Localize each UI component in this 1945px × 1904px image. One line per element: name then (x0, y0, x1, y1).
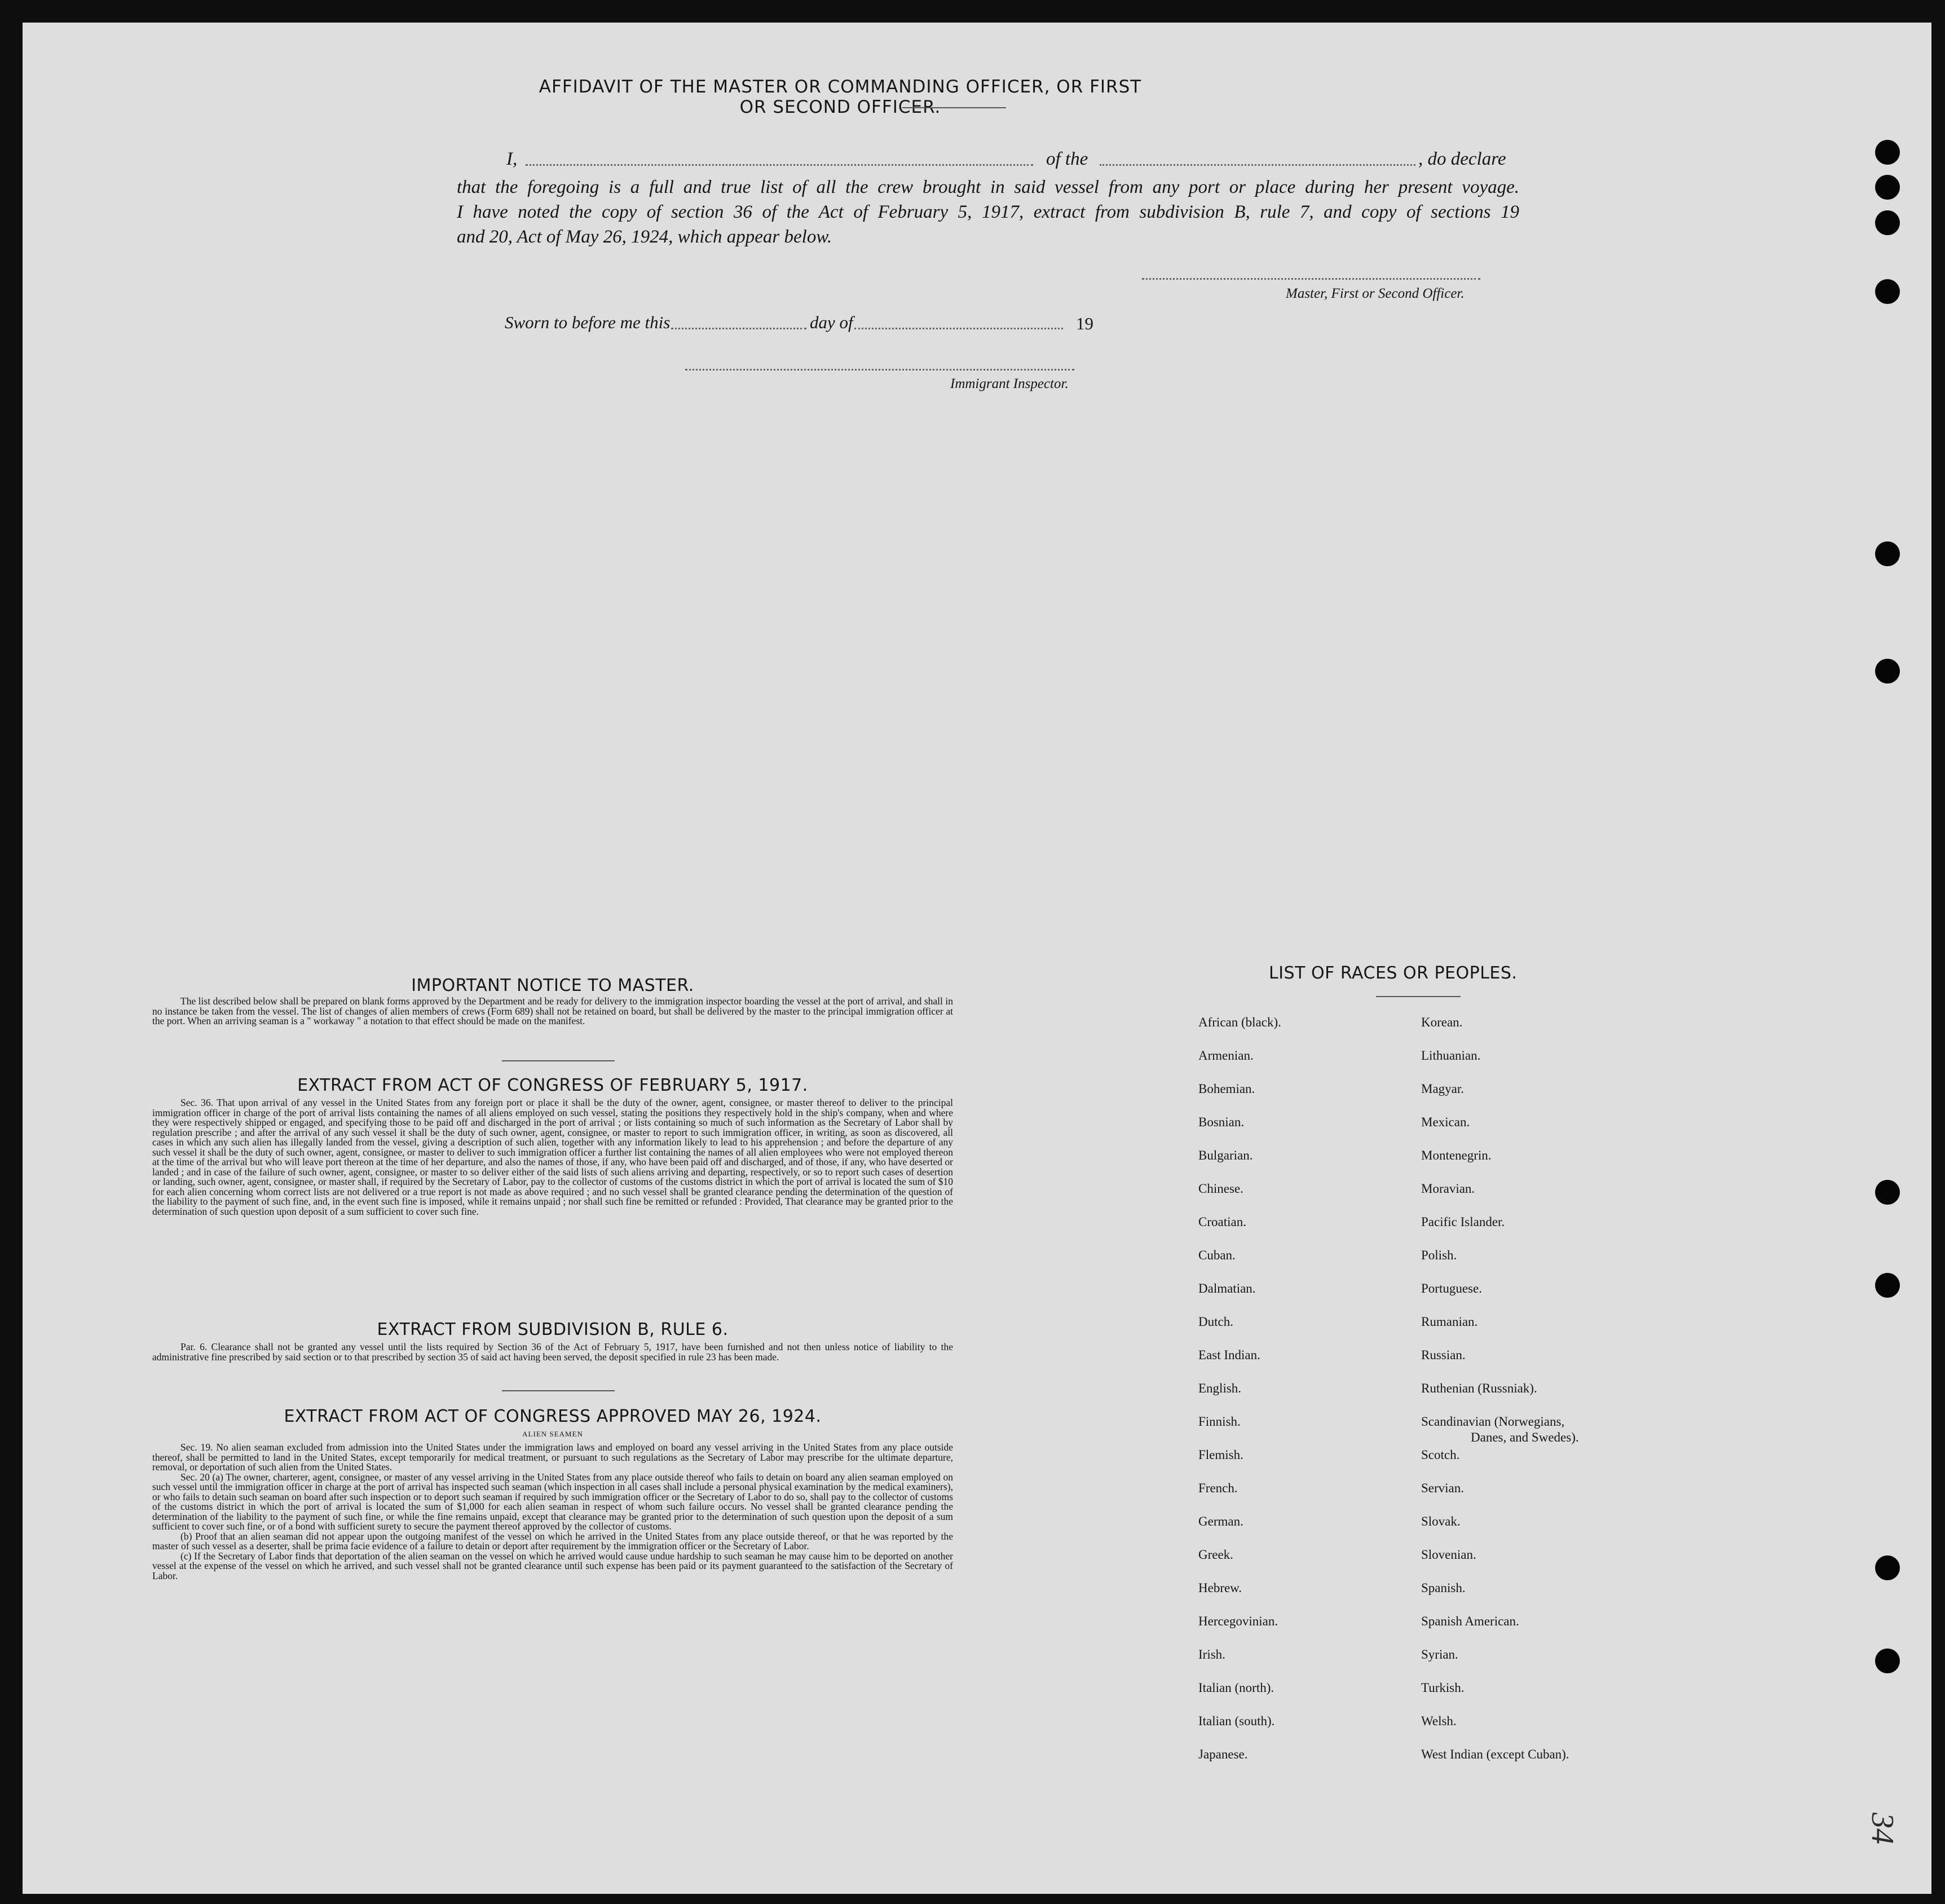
punch-hole (1875, 541, 1900, 566)
race-item: Portuguese. (1421, 1281, 1482, 1295)
punch-hole (1875, 1273, 1900, 1298)
race-item: Greek. (1198, 1548, 1233, 1562)
race-item: Italian (north). (1198, 1681, 1274, 1695)
affidavit-title: AFFIDAVIT OF THE MASTER OR COMMANDING OFFICER, OR FIRST OR SECOND OFFICER. (539, 77, 1142, 117)
race-item: Italian (south). (1198, 1714, 1275, 1728)
punch-hole (1875, 140, 1900, 165)
race-item: Irish. (1198, 1647, 1225, 1661)
rule-6-divider (502, 1390, 615, 1391)
race-item: Magyar. (1421, 1082, 1465, 1096)
race-item: Japanese. (1198, 1747, 1248, 1761)
punch-hole (1875, 659, 1900, 684)
race-item: West Indian (except Cuban). (1421, 1747, 1569, 1761)
punch-hole (1875, 1649, 1900, 1673)
races-divider (1376, 996, 1461, 997)
title-underline (902, 107, 1006, 108)
race-item: Dalmatian. (1198, 1281, 1256, 1295)
races-title: LIST OF RACES OR PEOPLES. (1269, 963, 1518, 983)
master-caption: Master, First or Second Officer. (1286, 286, 1465, 301)
section-20c-paragraph: (c) If the Secretary of Labor finds that deportation of the alien seaman on the vessel on which he arrived would cause undue hardship to such seaman he may cause him to be deported on another vessel at the expense of the vessel on which he arrived, and such vessel shall not be granted clearance until such expense has been paid or its payment guaranteed to the satisfaction of the Secretary of Labor. (152, 1550, 953, 1581)
affidavit-i: I, (506, 149, 518, 169)
race-item: Polish. (1421, 1248, 1457, 1262)
affidavit-line-3: I have noted the copy of section 36 of the Act of February 5, 1917, extract from subdivision B, rule 7, and copy of sections 19 (457, 202, 1519, 222)
punch-hole (1875, 175, 1900, 200)
race-item: Syrian. (1421, 1647, 1458, 1661)
race-scandinavian-continued: Danes, and Swedes). (1471, 1430, 1579, 1444)
race-item: Ruthenian (Russniak). (1421, 1381, 1537, 1395)
notice-divider (502, 1060, 615, 1061)
race-item: Cuban. (1198, 1248, 1236, 1262)
notice-paragraph: The list described below shall be prepared on blank forms approved by the Department and be ready for delivery to the immigration inspector boarding the vessel at the port of arrival, and shall in no instance be taken from the vessel. The list of changes of alien members of crews (Form 689) shall not be retained on board, but shall be delivered by the master to the principal immigration officer at the port. When an arriving seaman is a " workaway " a notation to that effect should be made on the manifest. (152, 995, 953, 1026)
race-item: Moravian. (1421, 1182, 1475, 1196)
day-of-label: day of (810, 312, 853, 332)
notice-title: IMPORTANT NOTICE TO MASTER. (411, 976, 694, 995)
section-20b-paragraph: (b) Proof that an alien seaman did not appear upon the outgoing manifest of the vessel on which he arrived in the United States from any place outside thereof, or that he was reported by the master of such vessel as a deserter, shall be prima facie evidence of a failure to detain or deport after requirement by the immigration officer or the Secretary of Labor. (152, 1530, 953, 1552)
rule-6-paragraph: Par. 6. Clearance shall not be granted any vessel until the lists required by Section 36 of the Act of February 5, 1917, have been furnished and not then unless notice of liability to the administrative fine prescribed by said section or to that prescribed by section 35 of said act having been served, the deposit specified in rule 23 has been made. (152, 1341, 953, 1363)
race-item: French. (1198, 1481, 1238, 1495)
punch-hole (1875, 1180, 1900, 1205)
day-blank[interactable] (671, 328, 806, 329)
punch-hole (1875, 279, 1900, 304)
race-item: Bohemian. (1198, 1082, 1255, 1096)
form-sheet (23, 23, 1931, 1894)
extract-1924-title: EXTRACT FROM ACT OF CONGRESS APPROVED MAY 26, 1924. (284, 1407, 822, 1426)
race-item: Spanish. (1421, 1581, 1466, 1595)
affidavit-line-2: that the foregoing is a full and true list of all the crew brought in said vessel from any port or place during her present voyage. (457, 177, 1519, 197)
race-item: African (black). (1198, 1015, 1281, 1029)
rule-6-title: EXTRACT FROM SUBDIVISION B, RULE 6. (377, 1320, 729, 1339)
race-item: Flemish. (1198, 1448, 1243, 1462)
race-item: German. (1198, 1514, 1243, 1528)
race-item: Montenegrin. (1421, 1148, 1492, 1162)
extract-1917-body (152, 1098, 953, 1217)
race-item: Hebrew. (1198, 1581, 1242, 1595)
race-item: Mexican. (1421, 1115, 1470, 1129)
race-item: Armenian. (1198, 1048, 1254, 1063)
race-item: Dutch. (1198, 1315, 1233, 1329)
race-item: Chinese. (1198, 1182, 1243, 1196)
month-blank[interactable] (854, 328, 1063, 329)
master-signature-line[interactable] (1142, 278, 1480, 280)
race-item: Slovak. (1421, 1514, 1461, 1528)
sworn-prefix: Sworn to before me this (505, 312, 671, 332)
race-item: Croatian. (1198, 1215, 1246, 1229)
race-item: Russian. (1421, 1348, 1466, 1362)
name-blank[interactable] (526, 164, 1033, 166)
race-item: Welsh. (1421, 1714, 1457, 1728)
race-item: Slovenian. (1421, 1548, 1476, 1562)
race-item: Rumanian. (1421, 1315, 1478, 1329)
race-item: Bosnian. (1198, 1115, 1245, 1129)
section-20a-paragraph: Sec. 20 (a) The owner, charterer, agent, consignee, or master of any vessel arriving in the United States from any place outside thereof who fails to detain on board any alien seaman employed on such vessel until the immigration officer in charge at the port of arrival has inspected such seaman (which inspection in all cases shall include a personal physical examination by the medical examiners), or who fails to detain such seaman on board after such inspection or to deport such seaman if required by such immigration officer or the Secretary of Labor to do so, shall pay to the collector of customs of the customs district in which the port of arrival is located the sum of $1,000 for each alien seaman in respect of whom such failure occurs. No vessel shall be granted clearance pending the determination of the liability to the payment of such fine, or while the fine remains unpaid, except that clearance may be granted prior to the determination of such question upon the deposit of a sum sufficient to cover such fine, or of a bond with sufficient surety to secure the payment thereof approved by the collector of customs. (152, 1471, 953, 1532)
race-item: English. (1198, 1381, 1242, 1395)
notice-body (152, 997, 953, 1026)
vessel-blank[interactable] (1100, 164, 1415, 166)
extract-1917-title: EXTRACT FROM ACT OF CONGRESS OF FEBRUARY 5, 1917. (297, 1076, 808, 1095)
race-item: Spanish American. (1421, 1614, 1519, 1628)
rule-6-body (152, 1342, 953, 1362)
race-item: Scandinavian (Norwegians, (1421, 1414, 1565, 1429)
punch-hole (1875, 210, 1900, 235)
affidavit-line-4: and 20, Act of May 26, 1924, which appear below. (457, 227, 832, 247)
race-item: Turkish. (1421, 1681, 1465, 1695)
page-number: 34 (1865, 1813, 1900, 1844)
section-36-paragraph: Sec. 36. That upon arrival of any vessel in the United States from any foreign port or place it shall be the duty of the owner, agent, consignee, or master thereof to deliver to the principal immigration officer in charge of the port of arrival lists containing the names of all aliens employed on such vessel, stating the positions they respectively hold in the ship's company, when and where they were respectively shipped or engaged, and specifying those to be paid off and discharged in the port of arrival ; or lists containing so much of such information as the Secretary of Labor shall by regulation prescribe ; and after the arrival of any such vessel it shall be the duty of such owner, agent, consignee, or master to report to such immigration officer, in writing, as soon as discovered, all cases in which any such alien has illegally landed from the vessel, giving a description of such alien, together with any information likely to lead to his apprehension ; and before the departure of any such vessel it shall be the duty of such owner, agent, consignee, or master to deliver to such immigration officer a further list containing the names of all alien employees who were not employed thereon at the time of the arrival but who will leave port thereon at the time of her departure, and also the names of those, if any, who have been paid off and discharged, and of those, if any, who have deserted or landed ; and in case of the failure of such owner, agent, consignee, or master to so deliver either of the said lists of such aliens arriving and departing, respectively, or so to report such cases of desertion or landing, such owner, agent, consignee, or master shall, if required by the Secretary of Labor, pay to the collector of customs of the customs district in which the port of arrival is located the sum of $10 for each alien concerning whom correct lists are not delivered or a true report is not made as above required ; and no such vessel shall be granted clearance pending the determination of the question of the liability to the payment of such fine, and, in the event such fine is imposed, while it remains unpaid ; nor shall such fine be remitted or refunded : Provided, That clearance may be granted prior to the determination of such question upon deposit of a sum sufficient to cover such fine. (152, 1097, 953, 1217)
extract-1924-body (152, 1443, 953, 1581)
race-item: Lithuanian. (1421, 1048, 1481, 1063)
race-item: Servian. (1421, 1481, 1465, 1495)
inspector-caption: Immigrant Inspector. (950, 376, 1069, 391)
year-prefix: 19 (1076, 314, 1093, 333)
section-19-paragraph: Sec. 19. No alien seaman excluded from admission into the United States under the immigration laws and employed on board any vessel arriving in the United States from any place outside thereof, shall be permitted to land in the United States, except temporarily for medical treatment, or pursuant to such regulations as the Secretary of Labor may prescribe for the ultimate departure, removal, or deportation of such alien from the United States. (152, 1442, 953, 1473)
punch-hole (1875, 1555, 1900, 1580)
race-item: Korean. (1421, 1015, 1463, 1029)
inspector-signature-line[interactable] (685, 369, 1074, 371)
affidavit-do-declare: , do declare (1418, 149, 1506, 169)
race-item: Pacific Islander. (1421, 1215, 1505, 1229)
race-item: Scotch. (1421, 1448, 1460, 1462)
race-item: Bulgarian. (1198, 1148, 1253, 1162)
race-item: Hercegovinian. (1198, 1614, 1278, 1628)
affidavit-of-the: of the (1046, 149, 1088, 169)
race-item: Finnish. (1198, 1414, 1241, 1429)
alien-seamen-subtitle: ALIEN SEAMEN (522, 1430, 583, 1438)
race-item: East Indian. (1198, 1348, 1260, 1362)
